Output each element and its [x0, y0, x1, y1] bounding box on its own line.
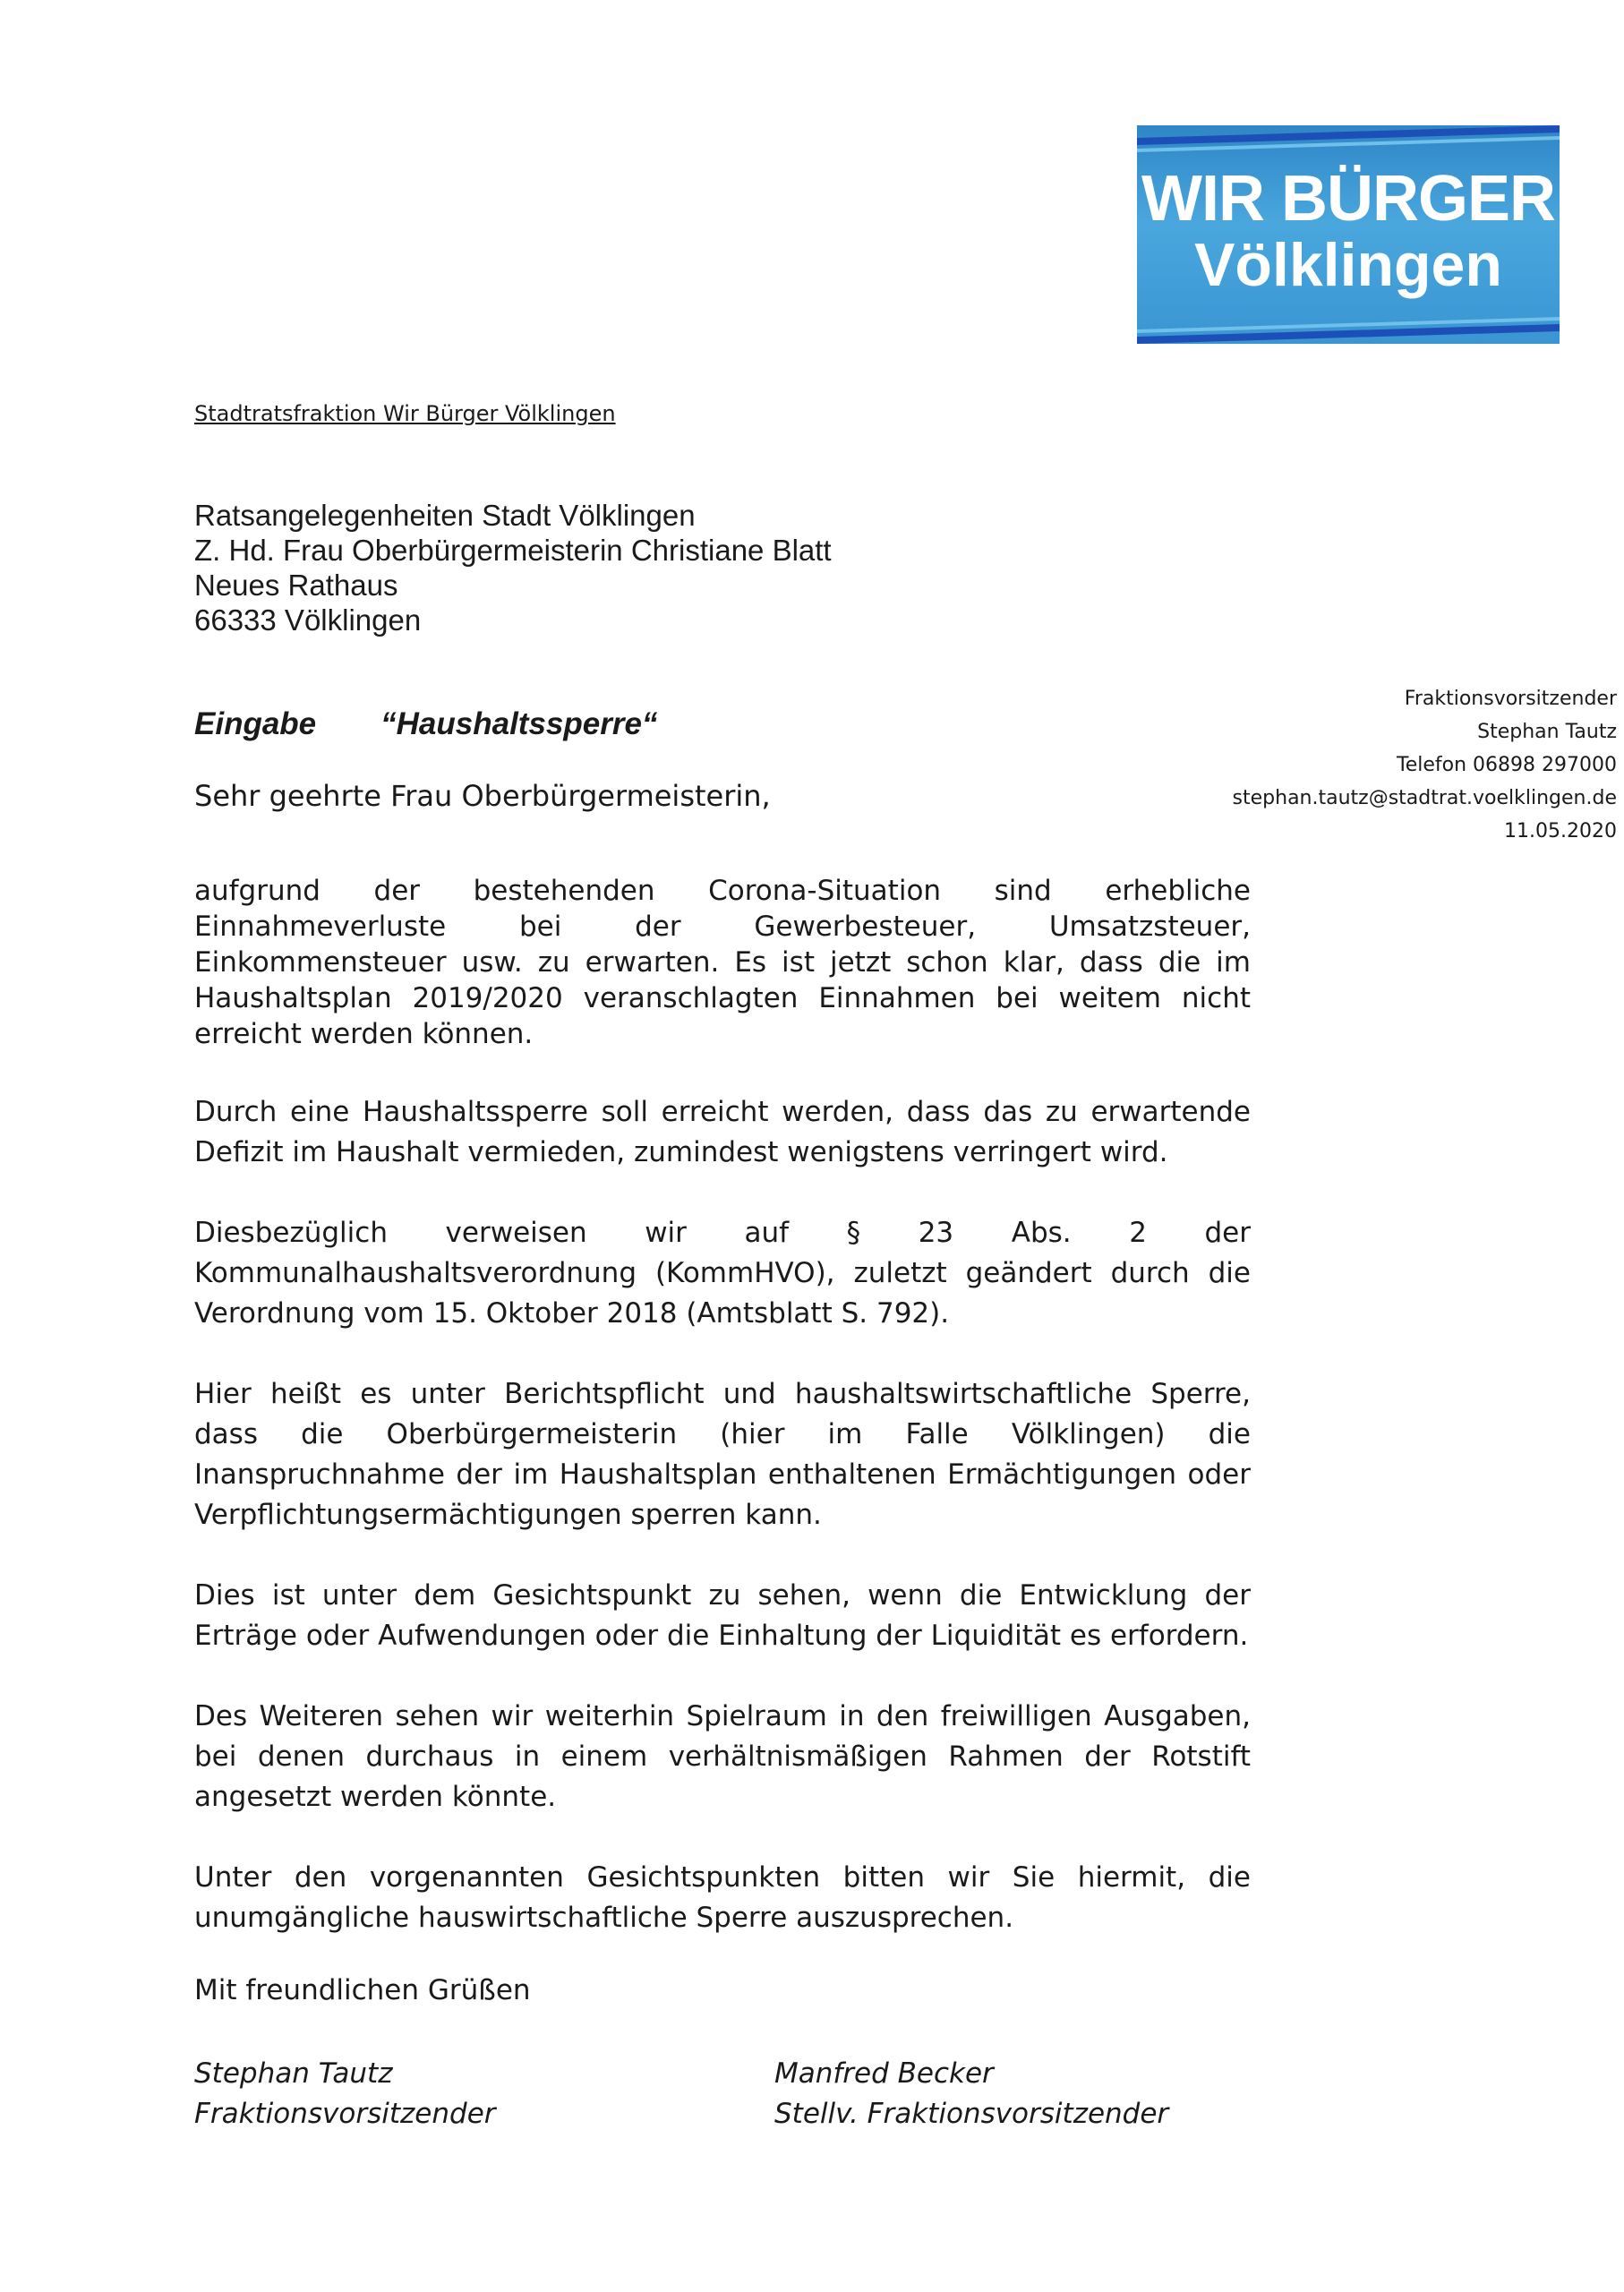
- sender-name: Stephan Tautz: [1477, 721, 1617, 743]
- signature-block-deputy: [774, 2054, 1168, 2134]
- sender-phone: Telefon 06898 297000: [1397, 754, 1617, 776]
- subject-title: “Haushaltssperre“: [380, 706, 658, 741]
- recipient-line: Ratsangelegenheiten Stadt Völklingen: [194, 499, 696, 532]
- logo-title-line2: Völklingen: [1194, 231, 1502, 299]
- body-paragraph: aufgrund der bestehenden Corona-Situation sind erhebliche Einnahmeverluste bei der Gewerbesteuer, Umsatzsteuer, Einkommensteuer usw. zu erwarten. Es ist jetzt schon klar, dass die im Haushaltsplan 2019/2020 veranschlagten Einnahmen bei weitem nicht erreicht werden können.: [194, 875, 1251, 1050]
- closing-greeting: Mit freundlichen Grüßen: [194, 1974, 531, 2006]
- letter-body: [194, 873, 1251, 1979]
- sender-email: stephan.tautz@stadtrat.voelklingen.de: [1232, 787, 1617, 809]
- letter-date: 11.05.2020: [1504, 820, 1617, 842]
- recipient-line: Z. Hd. Frau Oberbürgermeisterin Christiane Blatt: [194, 534, 832, 567]
- signature-role: Fraktionsvorsitzender: [194, 2098, 496, 2130]
- sender-contact-block: [1233, 682, 1617, 848]
- signature-role: Stellv. Fraktionsvorsitzender: [774, 2098, 1169, 2130]
- recipient-line: 66333 Völklingen: [194, 603, 422, 637]
- signature-name: Stephan Tautz: [194, 2057, 393, 2090]
- sender-role: Fraktionsvorsitzender: [1404, 688, 1617, 710]
- body-paragraph: Hier heißt es unter Berichtspflicht und haushaltswirtschaftliche Sperre, dass die Oberbürgermeisterin (hier im Falle Völklingen) die Inanspruchnahme der im Haushaltsplan enthaltenen Ermächtigungen oder Verpflichtungsermächtigungen sperren kann.: [194, 1378, 1251, 1531]
- subject-line: [194, 706, 657, 742]
- salutation: Sehr geehrte Frau Oberbürgermeisterin,: [194, 779, 771, 813]
- body-paragraph: Dies ist unter dem Gesichtspunkt zu sehen, wenn die Entwicklung der Erträge oder Aufwendungen oder die Einhaltung der Liquidität es erfordern.: [194, 1579, 1251, 1652]
- recipient-line: Neues Rathaus: [194, 569, 398, 602]
- body-paragraph: Unter den vorgenannten Gesichtspunkten bitten wir Sie hiermit, die unumgängliche hauswirtschaftliche Sperre auszusprechen.: [194, 1861, 1251, 1934]
- body-paragraph: Diesbezüglich verweisen wir auf § 23 Abs. 2 der Kommunalhaushaltsverordnung (KommHVO), zuletzt geändert durch die Verordnung vom 15. Oktober 2018 (Amtsblatt S. 792).: [194, 1217, 1251, 1330]
- body-paragraph: Des Weiteren sehen wir weiterhin Spielraum in den freiwilligen Ausgaben, bei denen durchaus in einem verhältnismäßigen Rahmen der Rotstift angesetzt werden könnte.: [194, 1700, 1251, 1813]
- subject-label: Eingabe: [194, 706, 317, 741]
- party-logo: [1137, 125, 1560, 344]
- signature-name: Manfred Becker: [774, 2057, 994, 2090]
- signature-block-chair: [194, 2054, 496, 2134]
- recipient-address: [194, 498, 832, 637]
- logo-title-line1: WIR BÜRGER: [1141, 163, 1555, 235]
- body-paragraph: Durch eine Haushaltssperre soll erreicht werden, dass das zu erwartende Defizit im Haushalt vermieden, zumindest wenigstens verringert wird.: [194, 1096, 1251, 1168]
- sender-return-address: Stadtratsfraktion Wir Bürger Völklingen: [194, 401, 616, 426]
